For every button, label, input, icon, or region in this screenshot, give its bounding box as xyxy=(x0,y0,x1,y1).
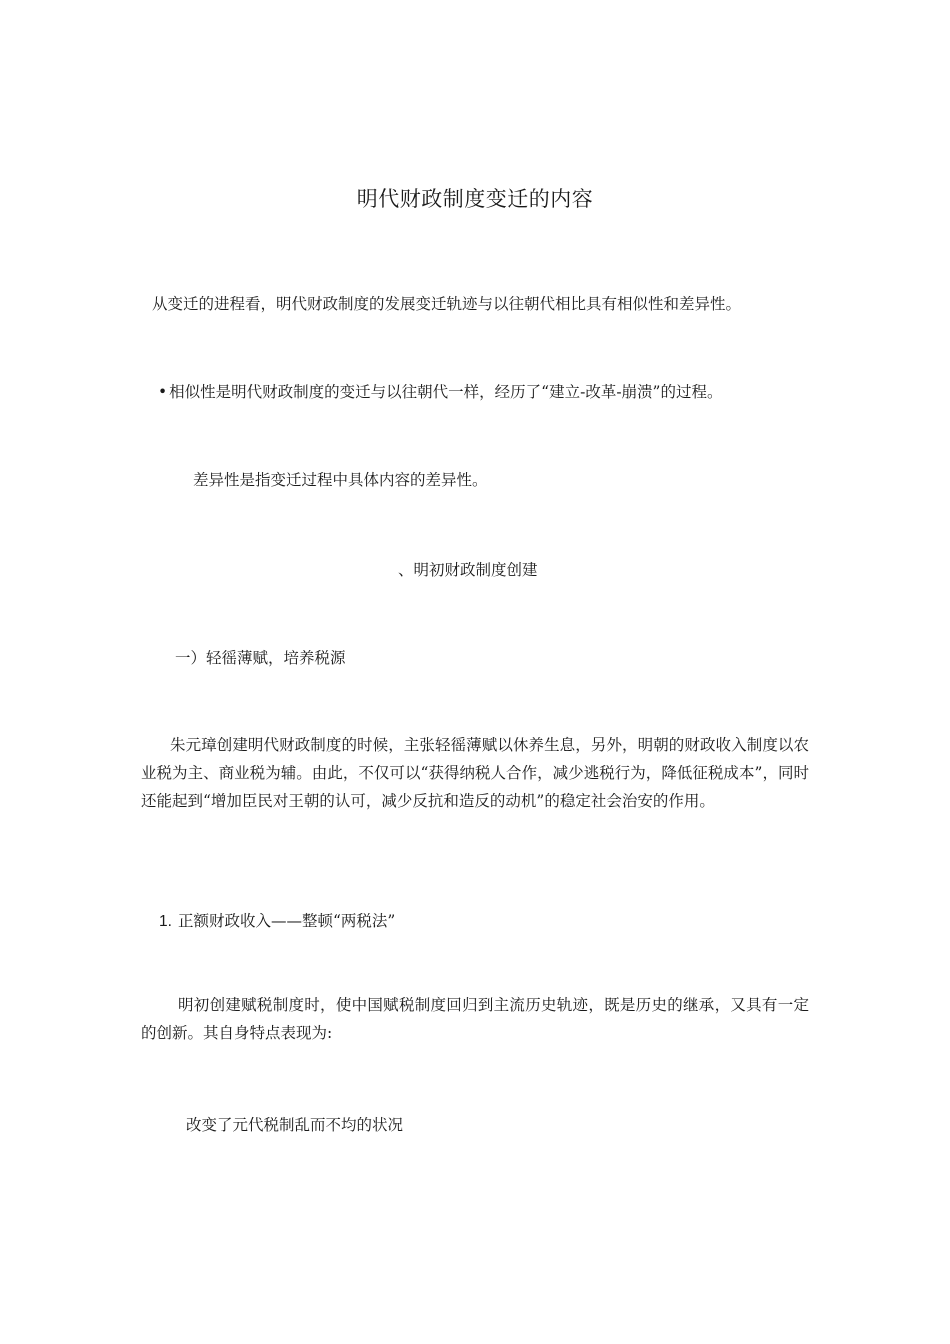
bullet-icon: • xyxy=(158,383,168,401)
item-text: 正额财政收入——整顿“两税法” xyxy=(177,912,396,930)
numbered-item xyxy=(159,909,395,934)
section-heading: 、明初财政制度创建 xyxy=(398,561,538,579)
item-number: 1. xyxy=(159,913,172,930)
paragraph-tax-system: 明初创建赋税制度时，使中国赋税制度回归到主流历史轨迹，既是历史的继承，又具有一定的创新。其自身特点表现为: xyxy=(141,996,809,1042)
point-line: 改变了元代税制乱而不均的状况 xyxy=(186,1116,404,1134)
difference-line: 差异性是指变迁过程中具体内容的差异性。 xyxy=(193,471,488,489)
similarity-text: 相似性是明代财政制度的变迁与以往朝代一样，经历了“建立-改革-崩溃”的过程。 xyxy=(169,383,723,401)
paragraph-founding: 朱元璋创建明代财政制度的时候，主张轻徭薄赋以休养生息，另外，明朝的财政收入制度以农业税为主、商业税为辅。由此，不仅可以“获得纳税人合作，减少逃税行为，降低征税成本”，同时还能起到“增加臣民对王朝的认可，减少反抗和造反的动机”的稳定社会治安的作用。 xyxy=(141,736,809,810)
subsection-heading: 一）轻徭薄赋，培养税源 xyxy=(175,649,346,667)
similarity-line xyxy=(158,380,722,404)
intro-line: 从变迁的进程看，明代财政制度的发展变迁轨迹与以往朝代相比具有相似性和差异性。 xyxy=(152,295,742,313)
document-title: 明代财政制度变迁的内容 xyxy=(356,187,594,211)
